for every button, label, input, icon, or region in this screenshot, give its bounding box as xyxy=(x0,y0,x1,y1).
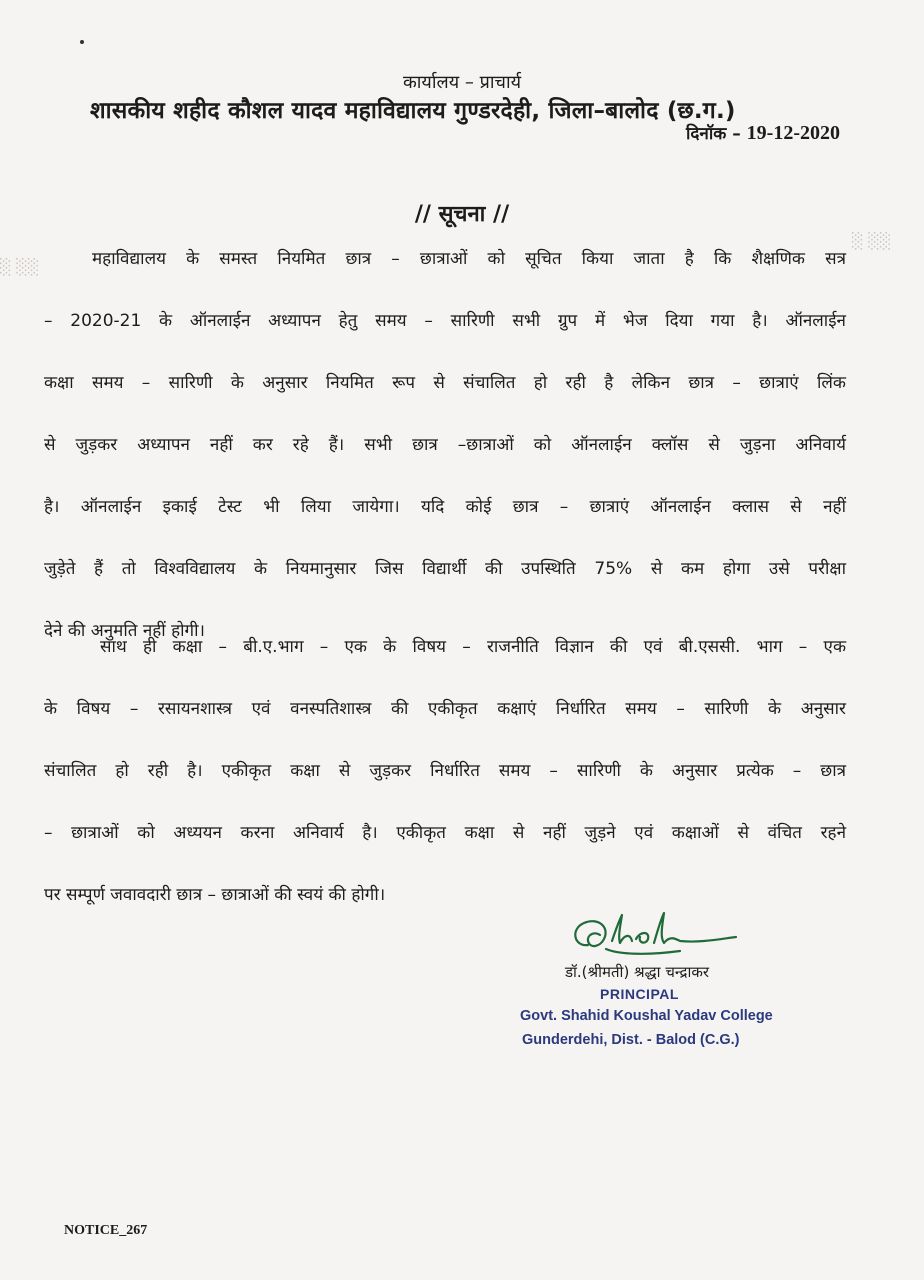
paragraph-line: के विषय – रसायनशास्त्र एवं वनस्पतिशास्त्र की एकीकृत कक्षाएं निर्धारित समय – सारिणी के अनुसार xyxy=(44,699,846,719)
notice-paragraph-1 xyxy=(44,228,846,662)
date-value: 19-12-2020 xyxy=(746,122,840,144)
paragraph-line: साथ ही कक्षा – बी.ए.भाग – एक के विषय – राजनीति विज्ञान की एवं बी.एससी. भाग – एक xyxy=(100,637,846,657)
paragraph-line: पर सम्पूर्ण जवावदारी छात्र – छात्राओं की स्वयं की होगी। xyxy=(44,885,386,905)
bleed-through-right: ░ ░░ xyxy=(852,232,892,250)
speck-mark xyxy=(80,40,84,44)
paragraph-line: जुड़ेते हैं तो विश्वविद्यालय के नियमानुसार जिस विद्यार्थी की उपस्थिति 75% से कम होगा उसे परीक्षा xyxy=(44,559,846,579)
office-label: कार्यालय – प्राचार्य xyxy=(402,72,522,93)
notice-heading: // सूचना // xyxy=(414,202,510,227)
date-line xyxy=(686,121,840,145)
signature-image xyxy=(560,905,740,965)
principal-title: PRINCIPAL xyxy=(600,986,679,1002)
notice-number: NOTICE_267 xyxy=(64,1223,148,1238)
paragraph-line: से जुड़कर अध्यापन नहीं कर रहे हैं। सभी छात्र –छात्राओं को ऑनलाईन क्लॉस से जुड़ना अनिवार्य xyxy=(44,435,846,455)
paragraph-line: महाविद्यालय के समस्त नियमित छात्र – छात्राओं को सूचित किया जाता है कि शैक्षणिक सत्र xyxy=(92,249,846,269)
date-label: दिनॉक – xyxy=(686,124,741,144)
paragraph-line: संचालित हो रही है। एकीकृत कक्षा से जुड़कर निर्धारित समय – सारिणी के अनुसार प्रत्येक – छात्र xyxy=(44,761,846,781)
paragraph-line: कक्षा समय – सारिणी के अनुसार नियमित रूप से संचालित हो रही है लेकिन छात्र – छात्राएं लिंक xyxy=(44,373,846,393)
signatory-name: डॉ.(श्रीमती) श्रद्धा चन्द्राकर xyxy=(565,963,709,981)
paragraph-line: है। ऑनलाईन इकाई टेस्ट भी लिया जायेगा। यदि कोई छात्र – छात्राएं ऑनलाईन क्लास से नहीं xyxy=(44,497,846,517)
notice-paragraph-2 xyxy=(44,616,846,926)
college-name: शासकीय शहीद कौशल यादव महाविद्यालय गुण्डरदेही, जिला–बालोद (छ.ग.) xyxy=(90,98,736,124)
paragraph-line: देने की अनुमति नहीं होगी। xyxy=(44,621,205,641)
college-stamp-line-1: Govt. Shahid Koushal Yadav College xyxy=(520,1008,773,1024)
college-stamp-line-2: Gunderdehi, Dist. - Balod (C.G.) xyxy=(522,1032,740,1048)
paragraph-line: – 2020-21 के ऑनलाईन अध्यापन हेतु समय – सारिणी सभी ग्रुप में भेज दिया गया है। ऑनलाईन xyxy=(44,311,846,331)
bleed-through-left: ░ ░░ xyxy=(0,258,40,276)
paragraph-line: – छात्राओं को अध्ययन करना अनिवार्य है। एकीकृत कक्षा से नहीं जुड़ने एवं कक्षाओं से वंचित रहने xyxy=(44,823,846,843)
